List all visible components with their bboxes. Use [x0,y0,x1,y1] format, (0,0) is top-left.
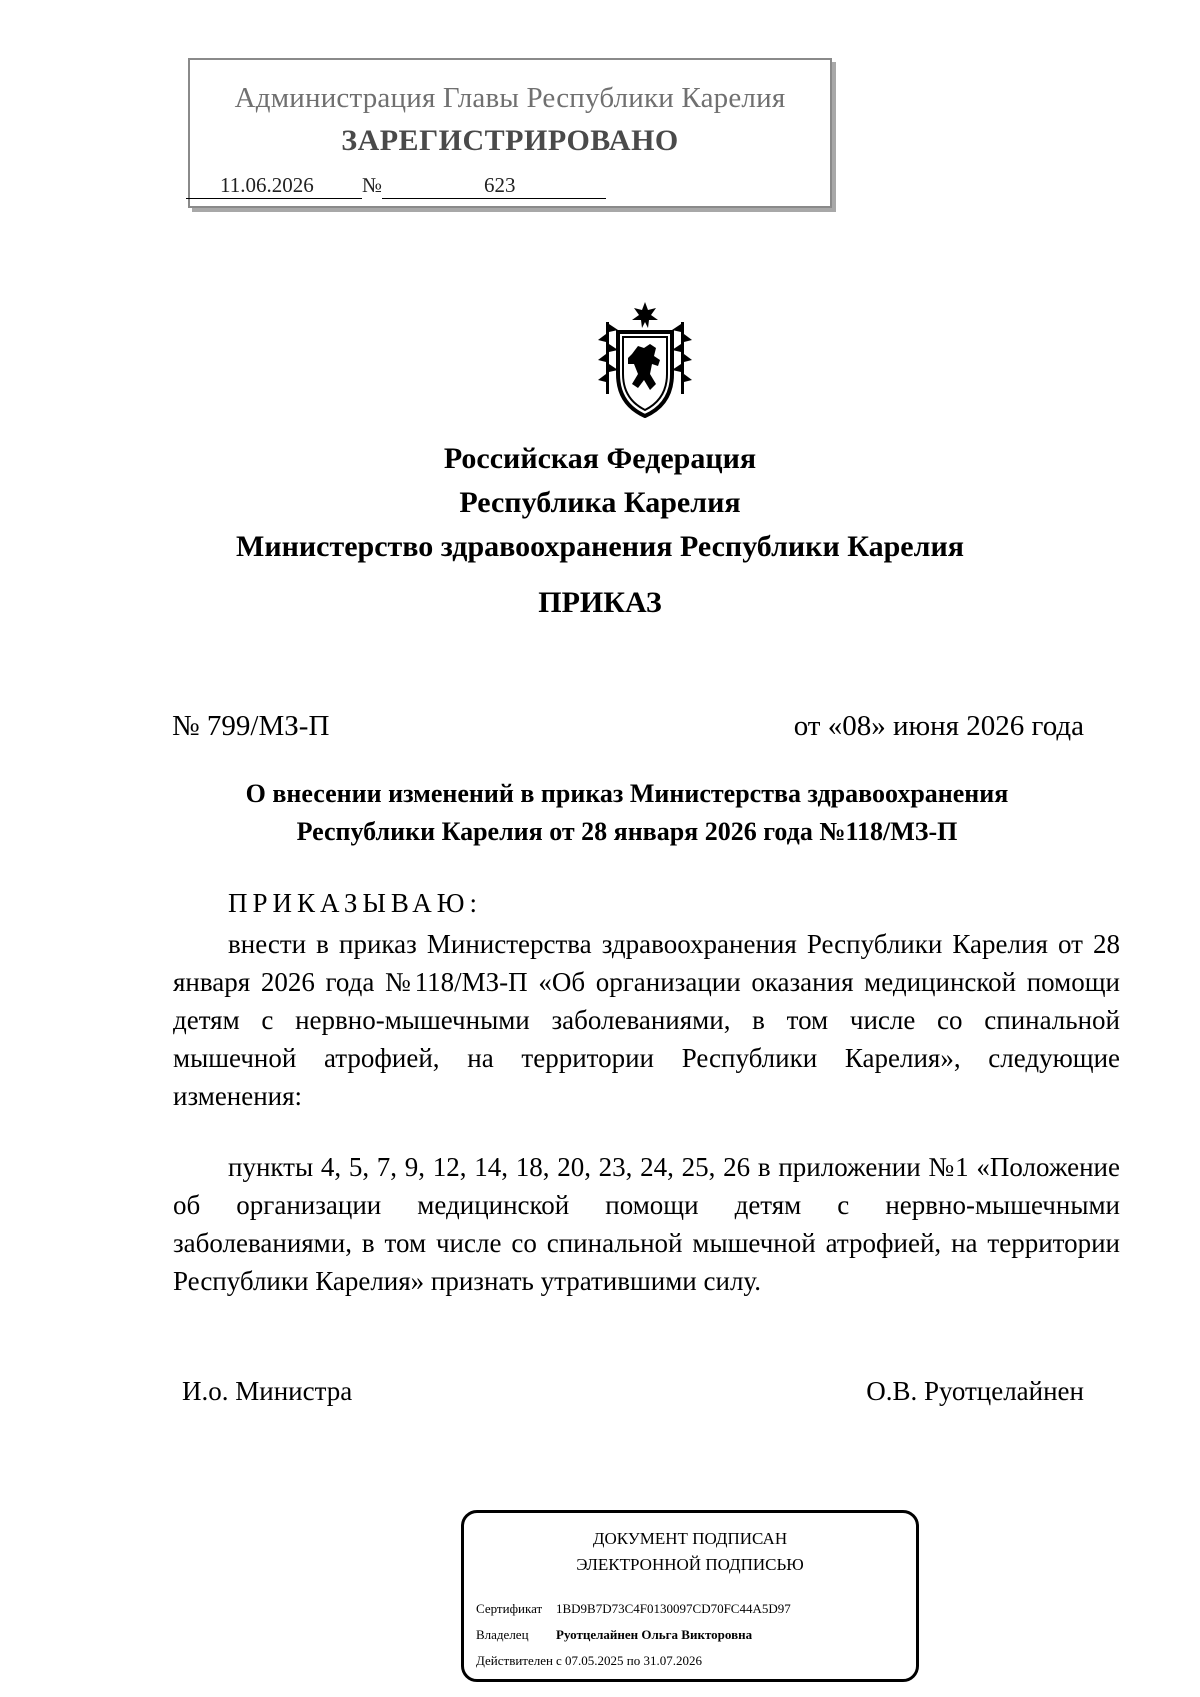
esig-owner-label: Владелец [476,1627,529,1642]
registration-number: 623 [484,173,516,197]
subject-line-2: Республики Карелия от 28 января 2026 года №118/МЗ-П [296,817,958,846]
header-ministry: Министерство здравоохранения Республики Карелия [236,530,964,563]
body-paragraph-2: пункты 4, 5, 7, 9, 12, 14, 18, 20, 23, 24, 25, 26 в приложении №1 «Положение об организации медицинской помощи детям с нервно-мышечными заболеваниями, в том числе со спинальной мышечной атрофией, на территории Республики Карелия» признать утратившими силу. [173,1152,1120,1296]
registration-number-underline [382,198,606,199]
esig-valid-row [476,1653,702,1669]
registration-date-underline [186,198,362,199]
esig-valid-label: Действителен [476,1653,553,1668]
e-signature-stamp [461,1510,919,1682]
signature-name: О.В. Руотцелайнен [866,1376,1084,1406]
registration-authority: Администрация Главы Республики Карелия [234,82,786,114]
order-date: от «08» июня 2026 года [793,710,1084,742]
registration-number-sign: № [362,173,383,197]
registration-stamp [188,58,832,208]
order-number: № 799/МЗ-П [172,710,330,742]
subject-line-1: О внесении изменений в приказ Министерства здравоохранения [245,779,1009,808]
body-paragraph-1: внести в приказ Министерства здравоохранения Республики Карелия от 28 января 2026 года №118/МЗ-П «Об организации оказания медицинской помощи детям с нервно-мышечными заболеваниями, в том числе со спинальной мышечной атрофией, на территории Республики Карелия», следующие изменения: [173,929,1120,1111]
esig-owner-row [476,1627,752,1643]
document-type: ПРИКАЗ [538,586,662,619]
header-country: Российская Федерация [443,442,757,475]
esig-owner-value: Руотцелайнен Ольга Викторовна [556,1627,753,1642]
esig-heading-1: ДОКУМЕНТ ПОДПИСАН [592,1529,788,1548]
esig-cert-value: 1BD9B7D73C4F0130097CD70FC44A5D97 [556,1601,791,1616]
esig-heading-2: ЭЛЕКТРОННОЙ ПОДПИСЬЮ [576,1555,804,1574]
esig-cert-label: Сертификат [476,1601,543,1616]
order-word: ПРИКАЗЫВАЮ: [228,888,482,918]
esig-cert-row [476,1601,791,1617]
header-region: Республика Карелия [459,486,741,519]
order-subject [172,775,1082,851]
signature-title: И.о. Министра [182,1376,353,1406]
karelia-coat-of-arms-icon [598,300,692,418]
registration-date: 11.06.2026 [220,173,314,197]
registration-status: ЗАРЕГИСТРИРОВАНО [341,124,679,157]
esig-valid-value: с 07.05.2025 по 31.07.2026 [556,1653,702,1668]
